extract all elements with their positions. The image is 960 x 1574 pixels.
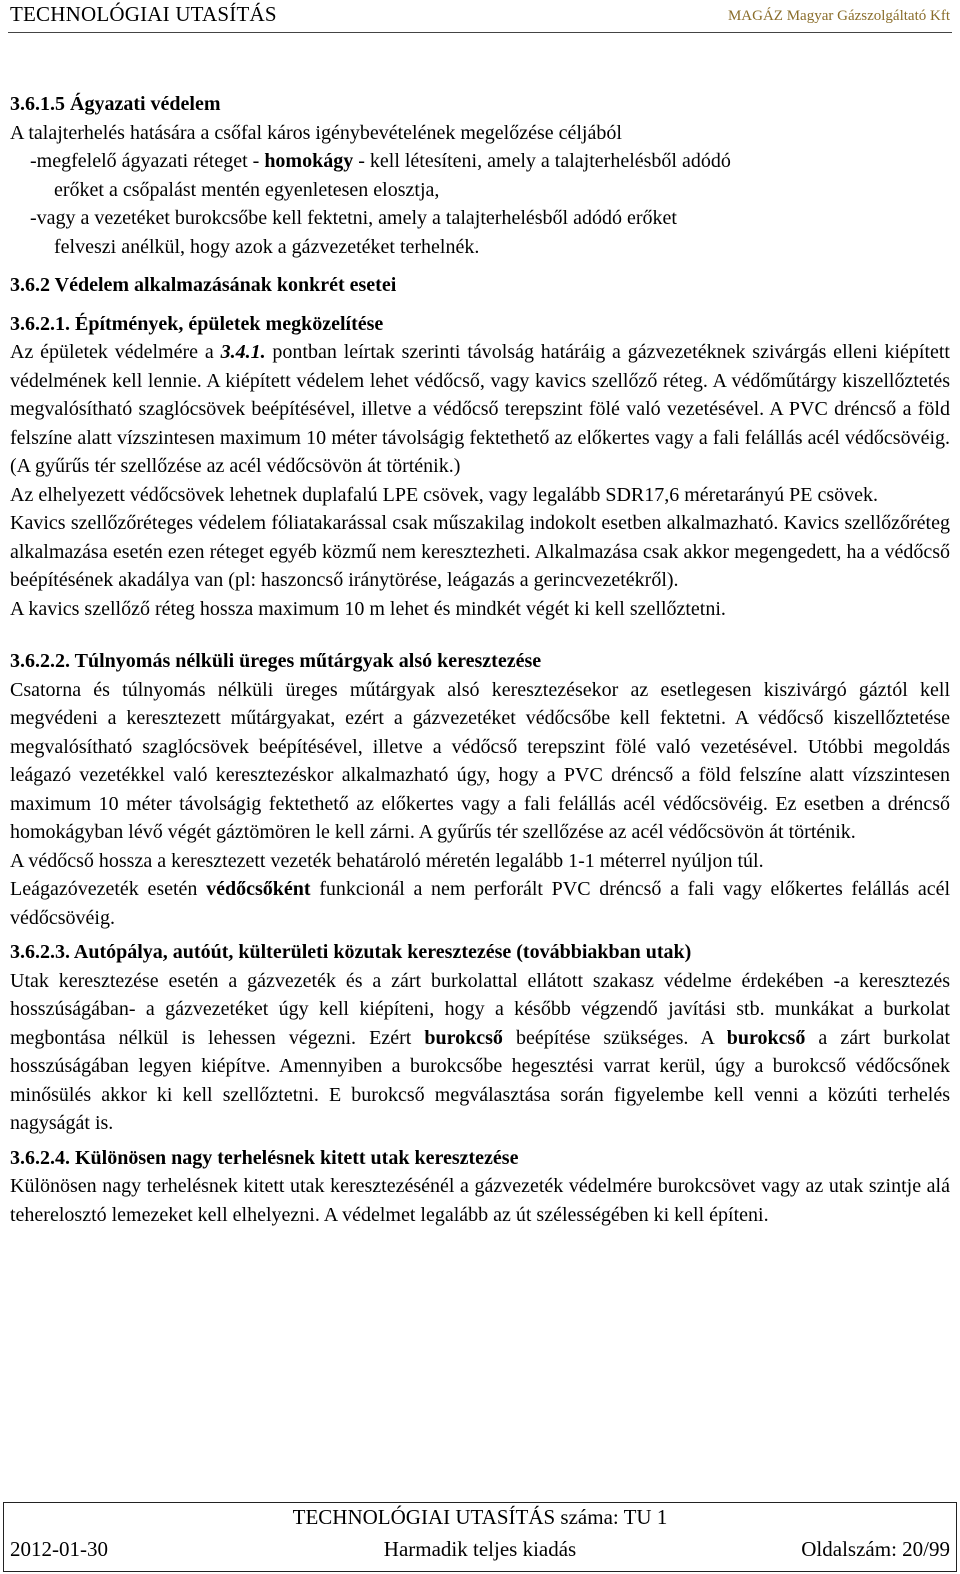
- paragraph: Különösen nagy terhelésnek kitett utak keresztezésénél a gázvezeték védelmére burokcsövet vagy az utak szintje alá teherelosztó lemezeket kell elhelyezni. A védelmet legalább az út szélességében ki kell építeni.: [10, 1175, 950, 1226]
- section-heading-3-6-2-2: 3.6.2.2. Túlnyomás nélküli üreges műtárgyak alsó keresztezése: [10, 650, 542, 672]
- section-reference: 3.4.1.: [220, 341, 266, 363]
- section-heading-3-6-2-1: 3.6.2.1. Építmények, épületek megközelítése: [10, 312, 384, 335]
- paragraph: A talajterhelés hatására a csőfal káros igénybevételének megelőzése céljából: [10, 121, 622, 144]
- list-item: [10, 147, 950, 176]
- list-item-continuation: felveszi anélkül, hogy azok a gázvezetéket terhelnék.: [54, 235, 480, 258]
- section-heading-3-6-2-3: 3.6.2.3. Autópálya, autóút, külterületi közutak keresztezése (továbbiakban utak): [10, 941, 692, 963]
- section-heading-3-6-1-5: 3.6.1.5 Ágyazati védelem: [10, 93, 221, 115]
- footer-document-number: TECHNOLÓGIAI UTASÍTÁS száma: TU 1: [292, 1505, 668, 1529]
- bold-term: burokcső: [726, 1026, 806, 1049]
- section-heading-3-6-2-4: 3.6.2.4. Különösen nagy terhelésnek kitett utak keresztezése: [10, 1146, 519, 1169]
- bold-term: burokcső: [424, 1026, 503, 1049]
- text-run: beépítése szükséges. A: [502, 1026, 727, 1049]
- bold-term: védőcsőként: [206, 878, 311, 900]
- text-run: pontban leírtak szerinti távolság határáig a gázvezetéknek szivárgás elleni kiépített védelmének kell lennie. A kiépített védelem lehet védőcső, vagy kavics szellőző réteg. A védőműtárgy kiszellőztetés megvalósítható szaglócsövek beépítésével, illetve a védőcső terepszint fölé való vezetésével. A PVC dréncső a föld felszíne alatt vízszintesen maximum 10 méter távolságig fektethető az előkertes vagy a fali felállás acél védőcsövéig. (A gyűrűs tér szellőzése az acél védőcsövön át történik.): [10, 341, 950, 477]
- paragraph: Az elhelyezett védőcsövek lehetnek duplafalú LPE csövek, vagy legalább SDR17,6 méretarányú PE csövek.: [10, 483, 879, 506]
- footer-edition: Harmadik teljes kiadás: [383, 1537, 577, 1561]
- text-run: funkcionál a nem perforált PVC dréncső a fali vagy előkertes felállás acél védőcsövéig.: [10, 878, 951, 929]
- paragraph: [10, 967, 950, 1138]
- page-footer: [3, 1502, 957, 1572]
- text-run: Leágazóvezeték esetén: [10, 878, 207, 900]
- paragraph: Csatorna és túlnyomás nélküli üreges műtárgyak alsó keresztezésekor az esetlegesen kiszivárgó gáztól kell megvédeni a keresztezett műtárgyakat, ezért a gázvezetéket védőcsőbe kell fektetni. A védőcső kiszellőztetése megvalósítható szaglócsövek beépítésével, illetve a védőcső terepszint fölé való vezetésével. Utóbbi megoldás leágazó vezetékkel való keresztezéskor alkalmazható úgy, hogy a PVC dréncső a föld felszíne alatt vízszintesen maximum 10 méter távolságig fektethető az előkertes vagy a fali felállás acél védőcsövéig. Ez esetben a dréncső homokágyban lévő végét gáztömören le kell zárni. A gyűrűs tér szellőzése az acél védőcsövön át történik.: [10, 678, 950, 843]
- footer-date: 2012-01-30: [10, 1537, 108, 1561]
- text-run: a zárt burkolat hosszúságában legyen kiépítve. Amennyiben a burokcsőbe hegesztési varrat kerül, úgy a burokcső védőcsőnek minősülés akkor ki kell szellőztetni. E burokcső megválasztása során figyelembe kell venni a közúti terhelés nagyságát is.: [10, 1026, 951, 1134]
- text-run: Az épületek védelmére a: [10, 341, 221, 363]
- paragraph: [10, 875, 950, 932]
- paragraph: A kavics szellőző réteg hossza maximum 10 m lehet és mindkét végét ki kell szellőztetni.: [10, 597, 726, 620]
- header-title: TECHNOLÓGIAI UTASÍTÁS: [10, 2, 277, 26]
- header-company: MAGÁZ Magyar Gázszolgáltató Kft: [727, 8, 950, 24]
- section-heading-3-6-2: 3.6.2 Védelem alkalmazásának konkrét esetei: [10, 274, 397, 296]
- text-run: Utak keresztezése esetén a gázvezeték és a zárt burkolattal ellátott szakasz védelme érdekében -a keresztezés hosszúságában- a gázvezetéket úgy kell kiépíteni, hogy a később végzendő javítási stb. munkákat a burkolat megbontása nélkül is lehessen végezni. Ezért: [10, 969, 950, 1049]
- page-header: [8, 0, 952, 33]
- document-body: [10, 90, 950, 1229]
- list-item-continuation: erőket a csőpalást mentén egyenletesen elosztja,: [54, 178, 440, 201]
- paragraph: A védőcső hossza a keresztezett vezeték behatároló méretén legalább 1-1 méterrel nyúljon túl.: [10, 849, 764, 872]
- text-run: -megfelelő ágyazati réteget -: [30, 150, 265, 172]
- bold-term: homokágy: [264, 150, 354, 172]
- footer-page-number: Oldalszám: 20/99: [801, 1537, 950, 1561]
- text-run: - kell létesíteni, amely a talajterhelésből adódó: [353, 150, 731, 172]
- paragraph: Kavics szellőzőréteges védelem fóliatakarással csak műszakilag indokolt esetben alkalmazható. Kavics szellőzőréteg alkalmazása esetén ezen réteget egyéb közmű nem keresztezheti. Alkalmazása csak akkor megengedett, ha a védőcső beépítésének akadálya van (pl: haszoncső iránytörése, leágazás a gerincvezetékről).: [10, 512, 950, 591]
- list-item: -vagy a vezetéket burokcsőbe kell fektetni, amely a talajterhelésből adódó erőket: [30, 207, 677, 229]
- paragraph: [10, 338, 950, 481]
